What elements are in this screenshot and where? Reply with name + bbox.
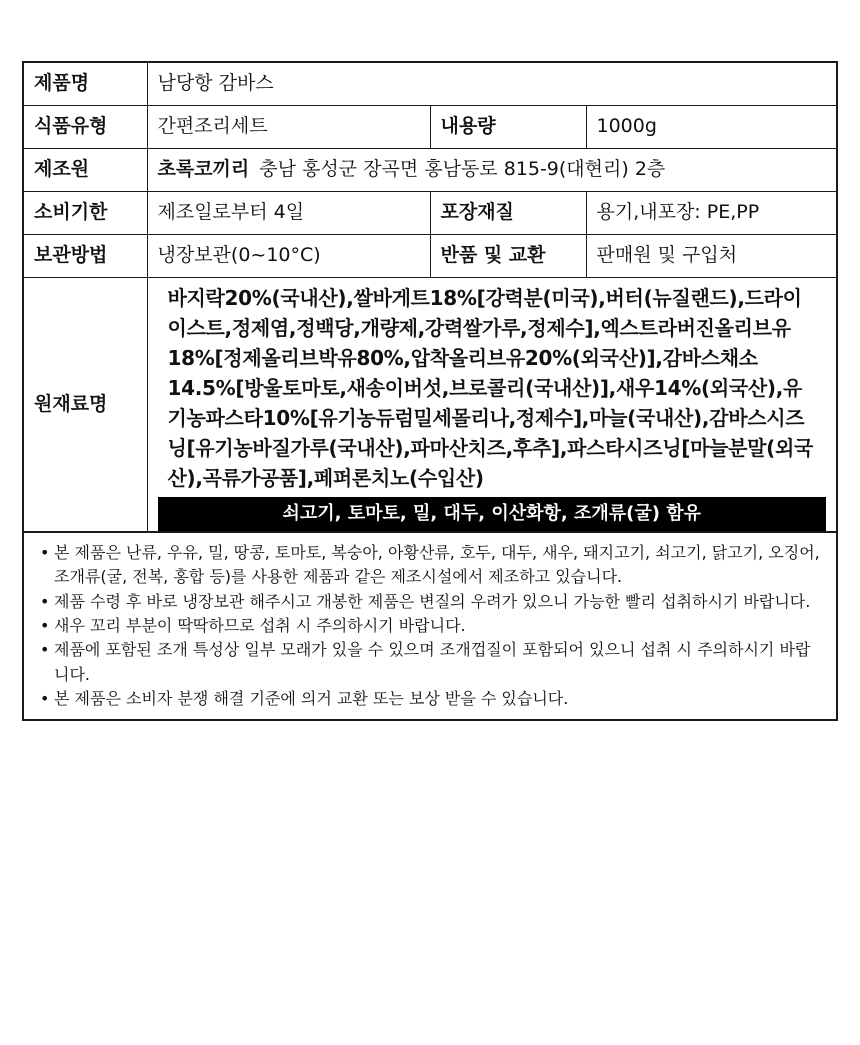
caution-list [38,541,824,711]
content-value: 1000g [586,106,836,149]
row-ingredients [24,278,836,532]
food-type-label: 식품유형 [24,106,147,149]
row-storage [24,235,836,278]
ingredients-label: 원재료명 [24,278,147,532]
expiry-value: 제조일로부터 4일 [147,192,430,235]
manufacturer-name: 초록코끼리 [157,158,250,181]
manufacturer-address: 충남 홍성군 장곡면 홍남동로 815-9(대현리) 2층 [259,158,666,181]
product-spec-table [24,63,836,532]
returns-label: 반품 및 교환 [430,235,586,278]
packaging-value: 용기,내포장: PE,PP [586,192,836,235]
caution-item: • 제품 수령 후 바로 냉장보관 해주시고 개봉한 제품은 변질의 우려가 있으니 가능한 빨리 섭취하시기 바랍니다. [38,590,824,614]
product-name-value: 남당항 감바스 [147,63,836,106]
ingredients-cell [147,278,836,532]
caution-item: • 본 제품은 소비자 분쟁 해결 기준에 의거 교환 또는 보상 받을 수 있습니다. [38,687,824,711]
ingredients-value: 바지락20%(국내산),쌀바게트18%[강력분(미국),버터(뉴질랜드),드라이이스트,정제염,정백당,개량제,강력쌀가루,정제수],엑스트라버진올리브유18%[정제올리브박유80%,압착올리브유20%(외국산)],감바스채소14.5%[방울토마토,새송이버섯,브로콜리(국내산)],새우14%(외국산),유기농파스타10%[유기농듀럼밀세몰리나,정제수],마늘(국내산),감바스시즈닝[유기농바질가루(국내산),파마산치즈,후추],파스타시즈닝[마늘분말(외국산),곡류가공품],페퍼론치노(수입산) [167,286,814,490]
manufacturer-value [147,149,836,192]
expiry-label: 소비기한 [24,192,147,235]
caution-item: • 제품에 포함된 조개 특성상 일부 모래가 있을 수 있으며 조개껍질이 포함되어 있으니 섭취 시 주의하시기 바랍니다. [38,638,824,687]
manufacturer-label: 제조원 [24,149,147,192]
product-name-label: 제품명 [24,63,147,106]
row-product-name [24,63,836,106]
row-manufacturer [24,149,836,192]
food-type-value: 간편조리세트 [147,106,430,149]
packaging-label: 포장재질 [430,192,586,235]
row-expiry [24,192,836,235]
storage-label: 보관방법 [24,235,147,278]
caution-notes [24,532,836,719]
returns-value: 판매원 및 구입처 [586,235,836,278]
row-food-type [24,106,836,149]
caution-item: • 본 제품은 난류, 우유, 밀, 땅콩, 토마토, 복숭아, 아황산류, 호두, 대두, 새우, 돼지고기, 쇠고기, 닭고기, 오징어, 조개류(굴, 전복, 홍합 등)를 사용한 제품과 같은 제조시설에서 제조하고 있습니다. [38,541,824,590]
caution-item: • 새우 꼬리 부분이 딱딱하므로 섭취 시 주의하시기 바랍니다. [38,614,824,638]
storage-value: 냉장보관(0~10°C) [147,235,430,278]
content-label: 내용량 [430,106,586,149]
allergen-banner: 쇠고기, 토마토, 밀, 대두, 이산화항, 조개류(굴) 함유 [158,497,827,531]
product-info-label [22,61,838,721]
